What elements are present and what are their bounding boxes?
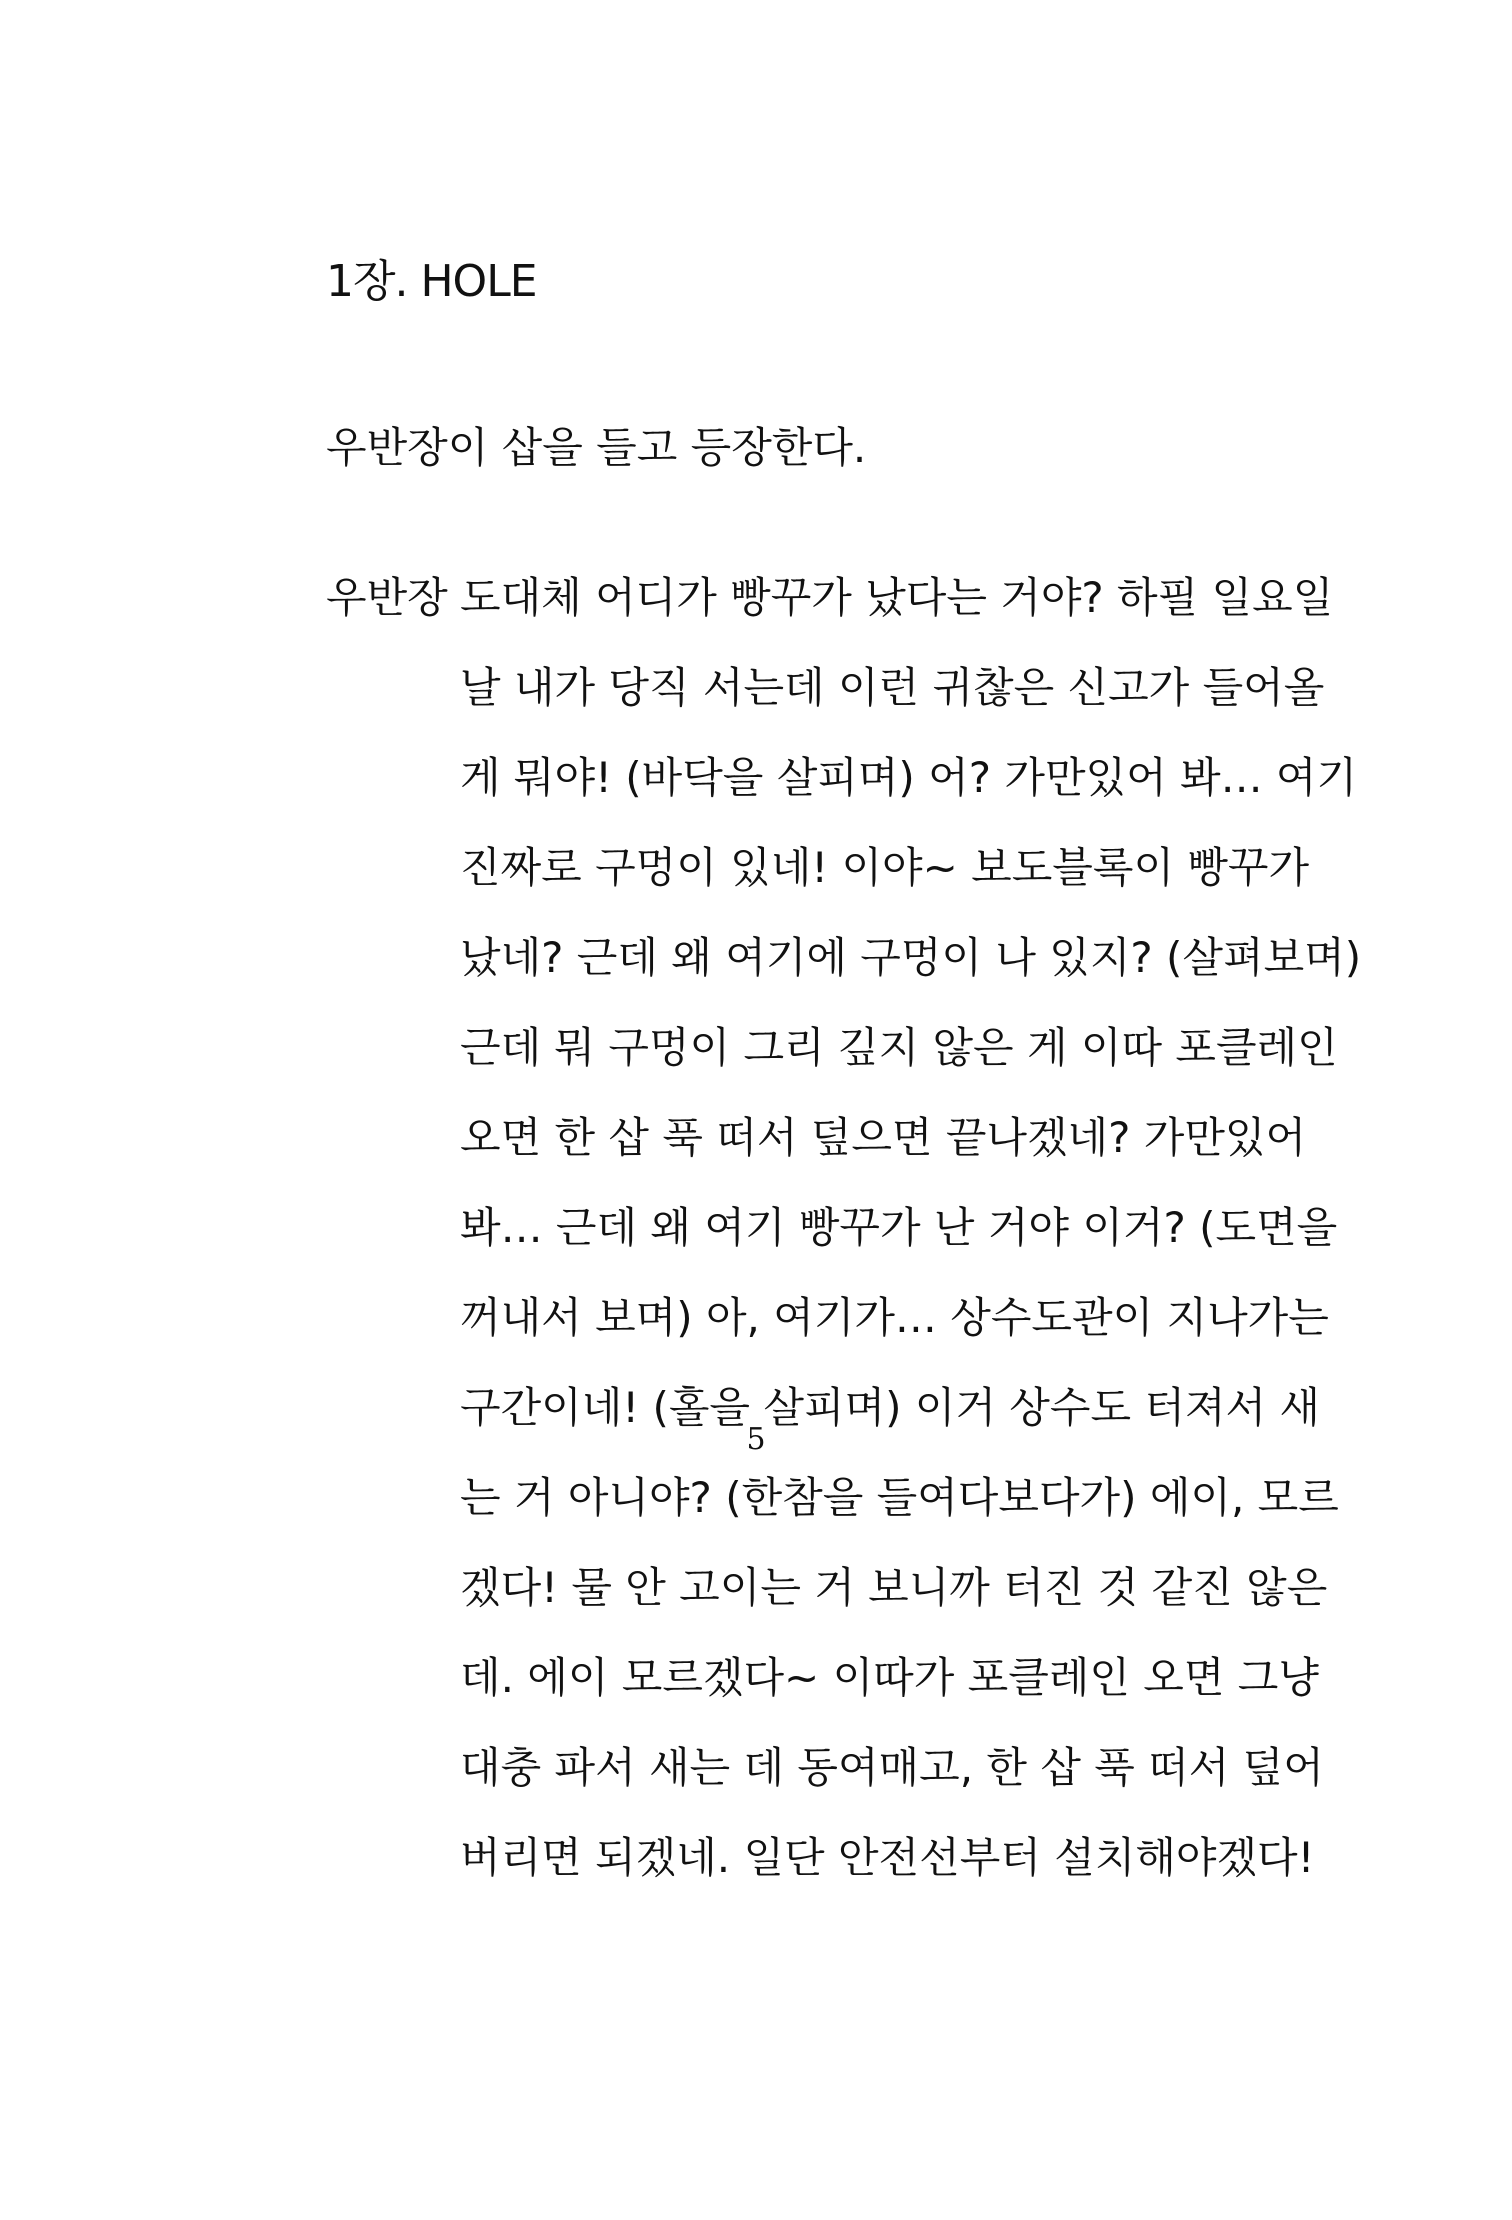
dialogue-line: 게 뭐야! (바닥을 살피며) 어? 가만있어 봐… 여기 — [460, 753, 1358, 802]
chapter-title: 1장. HOLE — [326, 256, 537, 307]
dialogue-line: 근데 뭐 구멍이 그리 깊지 않은 게 이따 포클레인 — [460, 1023, 1338, 1072]
dialogue-line: 날 내가 당직 서는데 이런 귀찮은 신고가 들어올 — [460, 663, 1325, 712]
dialogue-line: 꺼내서 보며) 아, 여기가… 상수도관이 지나가는 — [460, 1293, 1329, 1342]
dialogue-line: 오면 한 삽 푹 떠서 덮으면 끝나겠네? 가만있어 — [460, 1113, 1307, 1162]
dialogue-line: 데. 에이 모르겠다~ 이따가 포클레인 오면 그냥 — [460, 1653, 1319, 1702]
dialogue-line: 버리면 되겠네. 일단 안전선부터 설치해야겠다! — [460, 1833, 1315, 1882]
dialogue-line: 봐… 근데 왜 여기 빵꾸가 난 거야 이거? (도면을 — [460, 1203, 1338, 1252]
dialogue-line: 는 거 아니야? (한참을 들여다보다가) 에이, 모르 — [460, 1473, 1339, 1522]
speaker-name: 우반장 — [326, 573, 448, 622]
dialogue-line: 겠다! 물 안 고이는 거 보니까 터진 것 같진 않은 — [460, 1563, 1328, 1612]
dialogue-line: 대충 파서 새는 데 동여매고, 한 삽 푹 떠서 덮어 — [460, 1743, 1324, 1792]
dialogue-line: 도대체 어디가 빵꾸가 났다는 거야? 하필 일요일 — [460, 573, 1334, 622]
dialogue-line: 진짜로 구멍이 있네! 이야~ 보도블록이 빵꾸가 — [460, 843, 1310, 892]
dialogue-line: 났네? 근데 왜 여기에 구멍이 나 있지? (살펴보며) — [460, 933, 1362, 982]
stage-direction: 우반장이 삽을 들고 등장한다. — [326, 423, 867, 472]
dialogue-line: 구간이네! (홀을 살피며) 이거 상수도 터져서 새 — [460, 1383, 1321, 1432]
page-number: 5 — [746, 1422, 766, 1457]
dialogue-block — [460, 568, 1362, 1918]
